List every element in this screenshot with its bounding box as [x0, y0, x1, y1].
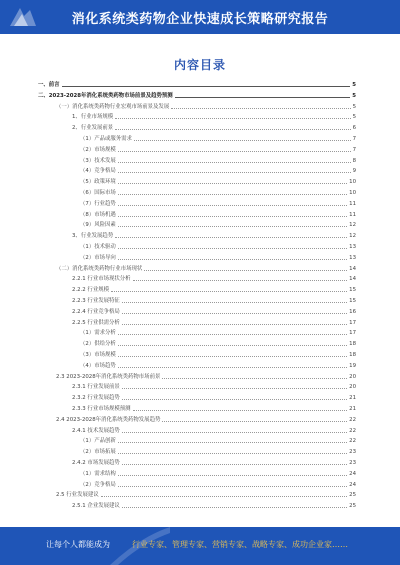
- toc-entry-page: 12: [349, 233, 356, 240]
- toc-entry-page: 15: [349, 287, 356, 294]
- toc-leader-dots: [118, 333, 347, 335]
- toc-leader-dots: [118, 171, 351, 173]
- toc-entry[interactable]: [38, 274, 356, 283]
- toc-entry-page: 18: [349, 341, 356, 348]
- toc-entry-label: 2.3.3 行业市场规模预测: [72, 406, 131, 412]
- toc-entry-label: （4）竞争格局: [80, 168, 116, 175]
- toc-entry[interactable]: [38, 253, 356, 262]
- toc-leader-dots: [118, 161, 351, 163]
- toc-entry-label: 2.3.1 行业发展前景: [72, 384, 120, 391]
- toc-entry[interactable]: [38, 145, 356, 154]
- toc-leader-dots: [111, 290, 347, 292]
- toc-leader-dots: [118, 225, 347, 227]
- toc-entry-label: （8）市场机遇: [80, 211, 116, 218]
- footer-slogan-right: 行业专家、管理专家、营销专家、战略专家、成功企业家……: [132, 540, 348, 549]
- toc-leader-dots: [134, 139, 351, 141]
- toc-entry-page: 8: [352, 157, 356, 164]
- toc-entry-page: 14: [349, 265, 356, 272]
- toc-entry-label: （2）竞争格局: [80, 481, 116, 488]
- toc-entry-page: 11: [349, 200, 356, 207]
- toc-entry[interactable]: [38, 231, 356, 240]
- toc-entry-page: 12: [349, 222, 356, 229]
- toc-leader-dots: [101, 495, 348, 497]
- toc-entry-label: （2）市场规模: [80, 146, 116, 153]
- toc-entry-label: 2、行业发展前景: [72, 125, 114, 132]
- toc-entry-page: 13: [349, 244, 356, 250]
- toc-entry-label: 2.2.1 行业市场现状分析: [72, 276, 131, 283]
- toc-entry-page: 20: [349, 384, 356, 391]
- toc-entry[interactable]: [38, 318, 356, 327]
- toc-entry-label: （3）市场规模: [80, 352, 116, 358]
- toc-entry-label: （一）消化系统类药物行业宏观市场前景及发展: [56, 103, 170, 110]
- toc-entry[interactable]: [38, 123, 356, 132]
- toc-entry-label: （1）需求结构: [80, 470, 116, 477]
- toc-leader-dots: [118, 441, 347, 443]
- toc-entry[interactable]: [38, 339, 356, 348]
- toc-entry[interactable]: [38, 393, 356, 402]
- toc-leader-dots: [118, 150, 351, 152]
- toc-entry[interactable]: [38, 361, 356, 370]
- toc-entry-page: 21: [349, 406, 356, 412]
- toc-entry-page: 6: [352, 125, 356, 132]
- toc-entry[interactable]: [38, 469, 356, 478]
- toc-entry[interactable]: [38, 188, 356, 197]
- toc-entry-page: 11: [349, 211, 356, 218]
- toc-leader-dots: [62, 85, 351, 87]
- toc-entry-page: 16: [349, 308, 356, 315]
- toc-leader-dots: [118, 344, 347, 346]
- toc-entry[interactable]: [38, 490, 356, 499]
- toc-entry-label: 2.2.4 行业竞争格局: [72, 308, 120, 315]
- toc-entry-label: 2.2.2 行业规模: [72, 287, 109, 294]
- toc-entry-label: （1）产品创新: [80, 438, 116, 445]
- toc-entry-page: 10: [349, 190, 356, 196]
- toc-entry-page: 17: [349, 330, 356, 337]
- toc-entry[interactable]: [38, 307, 356, 316]
- toc-leader-dots: [118, 182, 347, 184]
- toc-leader-dots: [144, 269, 347, 271]
- toc-entry-page: 15: [349, 298, 356, 304]
- toc-entry-page: 5: [352, 114, 356, 121]
- toc-entry-page: 10: [349, 179, 356, 186]
- toc-entry[interactable]: [38, 220, 356, 229]
- toc-entry-label: （6）国际市场: [80, 190, 116, 196]
- report-header: [0, 0, 400, 34]
- toc-entry[interactable]: [38, 264, 356, 273]
- toc-leader-dots: [118, 204, 347, 206]
- toc-entry[interactable]: [38, 372, 356, 381]
- toc-entry[interactable]: [38, 80, 356, 89]
- toc-entry-label: 1、行业市场规模: [72, 114, 114, 121]
- toc-entry-page: 7: [352, 146, 356, 153]
- toc-heading: 内容目录: [173, 58, 226, 72]
- toc-leader-dots: [122, 387, 347, 389]
- toc-leader-dots: [118, 452, 347, 454]
- toc-entry-page: 23: [349, 460, 356, 466]
- toc-entry-label: （5）政策环境: [80, 179, 116, 186]
- toc-entry-label: （4）市场趋势: [80, 362, 116, 369]
- toc-entry[interactable]: [38, 199, 356, 208]
- toc-entry-label: （二）消化系统类药物行业市场现状: [56, 265, 143, 272]
- toc-entry-label: （9）风险因素: [80, 222, 116, 229]
- toc-leader-dots: [118, 193, 347, 195]
- toc-leader-dots: [122, 312, 347, 314]
- toc-entry-label: （2）市场拓展: [80, 449, 116, 456]
- toc-leader-dots: [118, 215, 347, 217]
- toc-entry-label: （2）市场导向: [80, 254, 116, 261]
- toc-entry[interactable]: [38, 156, 356, 165]
- toc-leader-dots: [118, 474, 347, 476]
- toc-leader-dots: [122, 506, 347, 508]
- toc-entry-page: 21: [349, 395, 356, 402]
- toc-leader-dots: [118, 258, 347, 260]
- toc-entry-label: 2.5 行业发展建议: [56, 492, 99, 499]
- toc-entry-label: （1）需求分析: [80, 330, 116, 337]
- toc-entry[interactable]: [38, 436, 356, 445]
- toc-entry[interactable]: [38, 102, 356, 111]
- toc-entry-label: （1）技术驱动: [80, 244, 116, 250]
- toc-entry[interactable]: [38, 350, 356, 359]
- toc-entry-page: 17: [349, 319, 356, 326]
- toc-entry[interactable]: [38, 458, 356, 467]
- toc-entry-label: 2.4.2 市场发展趋势: [72, 460, 120, 466]
- toc-entry-page: 18: [349, 352, 356, 358]
- toc-leader-dots: [171, 107, 350, 109]
- toc-entry-page: 5: [352, 103, 356, 110]
- toc-entry-page: 23: [349, 449, 356, 456]
- toc-leader-dots: [118, 366, 347, 368]
- toc-leader-dots: [122, 431, 347, 433]
- toc-entry-label: 2.2.5 行业供需分析: [72, 319, 120, 326]
- toc-entry-label: 2.5.1 企业发展建议: [72, 503, 120, 510]
- toc-entry[interactable]: [38, 166, 356, 175]
- toc-entry[interactable]: [38, 415, 356, 424]
- toc-entry[interactable]: [38, 480, 356, 489]
- toc-entry-label: 一、前言: [38, 82, 60, 88]
- toc-entry[interactable]: [38, 285, 356, 294]
- toc-entry[interactable]: [38, 177, 356, 186]
- report-title: 消化系统类药物企业快速成长策略研究报告: [71, 12, 329, 27]
- toc-entry[interactable]: [38, 426, 356, 435]
- toc-entry[interactable]: [38, 404, 356, 413]
- toc-entry[interactable]: [38, 447, 356, 456]
- toc-entry[interactable]: [38, 328, 356, 337]
- toc-entry-page: 7: [352, 136, 356, 142]
- toc-leader-dots: [122, 301, 347, 303]
- toc-entry-page: 5: [352, 92, 356, 99]
- toc-leader-dots: [133, 409, 348, 411]
- toc-entry-label: 2.4 2023-2028年消化系统类药物发展趋势: [56, 416, 161, 423]
- toc-entry[interactable]: [38, 296, 356, 305]
- toc-entry-page: 24: [349, 481, 356, 488]
- toc-entry-page: 25: [349, 492, 356, 499]
- toc-entry-label: （3）技术发展: [80, 157, 116, 164]
- toc-entry-page: 9: [352, 168, 356, 175]
- toc-entry-label: 2.3 2023-2028年消化系统类药物市场前景: [56, 373, 161, 380]
- toc-leader-dots: [115, 128, 350, 130]
- toc-leader-dots: [118, 355, 347, 357]
- toc-leader-dots: [115, 117, 350, 119]
- toc-entry-page: 22: [349, 416, 356, 423]
- toc-entry-page: 25: [349, 503, 356, 510]
- toc-entry-label: 3、行业发展趋势: [72, 233, 114, 240]
- toc-entry[interactable]: [38, 382, 356, 391]
- toc-entry-page: 22: [349, 427, 356, 434]
- toc-entry[interactable]: [38, 134, 356, 143]
- toc-leader-dots: [118, 247, 347, 249]
- toc-entry-page: 5: [352, 82, 356, 88]
- toc-entry[interactable]: [38, 210, 356, 219]
- toc-entry[interactable]: [38, 91, 356, 100]
- toc-entry-page: 20: [349, 373, 356, 380]
- toc-leader-dots: [115, 236, 347, 238]
- toc-entry-page: 13: [349, 254, 356, 261]
- toc-entry-page: 24: [349, 470, 356, 477]
- toc-entry-label: （2）供给分析: [80, 341, 116, 348]
- footer-slogan-left: 让每个人都能成为: [46, 540, 110, 549]
- toc-leader-dots: [162, 420, 347, 422]
- toc-entry-page: 14: [349, 276, 356, 283]
- footer-banner: [0, 527, 400, 565]
- table-of-contents: [38, 80, 356, 516]
- toc-leader-dots: [122, 398, 347, 400]
- toc-entry-label: 二、2023-2028年消化系统类药物市场前景及趋势预测: [38, 92, 173, 99]
- toc-entry-label: 2.3.2 行业发展趋势: [72, 395, 120, 402]
- toc-entry-page: 22: [349, 438, 356, 445]
- toc-entry-label: （7）行业趋势: [80, 200, 116, 207]
- toc-entry-label: 2.4.1 技术发展趋势: [72, 427, 120, 434]
- toc-entry-page: 19: [349, 362, 356, 369]
- toc-leader-dots: [175, 96, 351, 98]
- toc-leader-dots: [118, 485, 347, 487]
- toc-leader-dots: [162, 377, 347, 379]
- toc-entry[interactable]: [38, 242, 356, 251]
- toc-leader-dots: [122, 463, 347, 465]
- toc-leader-dots: [122, 323, 347, 325]
- toc-entry-label: （1）产品或服务需求: [80, 136, 132, 142]
- toc-leader-dots: [133, 279, 348, 281]
- toc-entry-label: 2.2.3 行业发展特征: [72, 298, 120, 304]
- toc-entry[interactable]: [38, 112, 356, 121]
- toc-entry[interactable]: [38, 501, 356, 510]
